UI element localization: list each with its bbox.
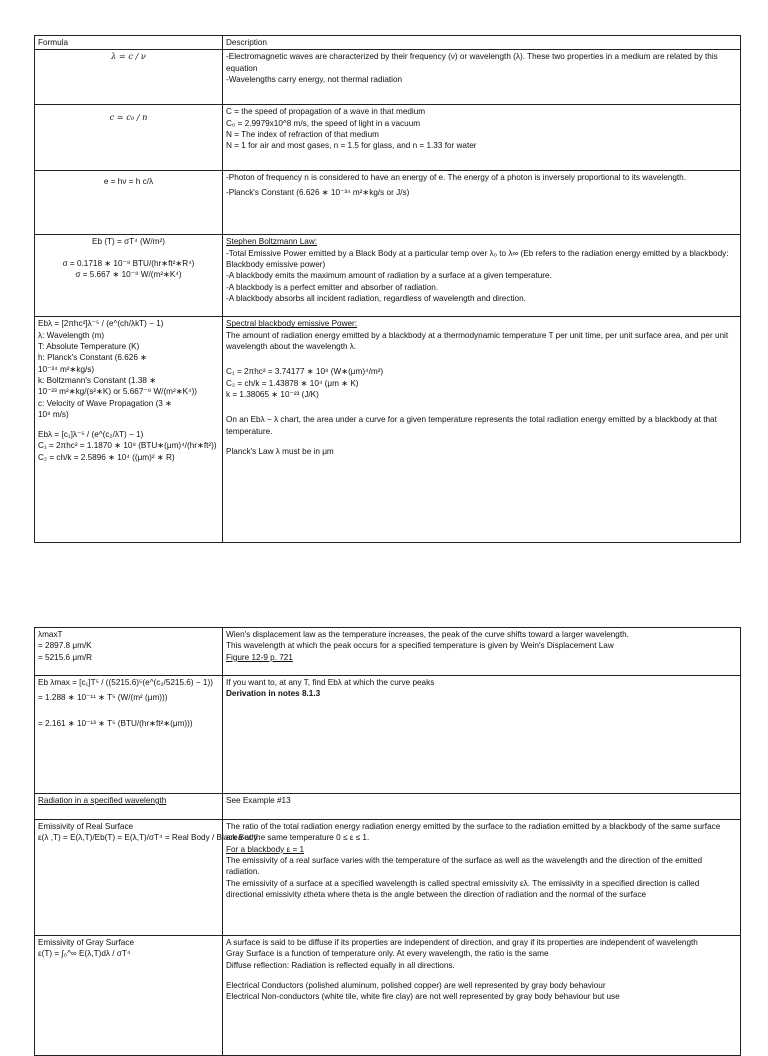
description-line: Gray Surface is a function of temperature only. At every wavelength, the ratio is the same bbox=[226, 949, 549, 959]
description-cell bbox=[223, 936, 741, 1056]
table-row bbox=[35, 50, 741, 105]
description-line: Diffuse reflection: Radiation is reflected equally in all directions. bbox=[226, 960, 455, 970]
variable-definition: h: Planck's Constant (6.626 ∗ bbox=[38, 353, 148, 363]
table-row bbox=[35, 628, 741, 676]
description-line: See Example #13 bbox=[226, 796, 291, 805]
description-line: The emissivity of a surface at a specified wavelength is called spectral emissivity ελ. The emissivity in a specified direction is called directional emissivity εtheta where theta is the angle between the direction of radiation and the normal of the surface bbox=[226, 878, 700, 899]
real-emissivity-formula: ε(λ ,T) = E(λ,T)/Eb(T) = E(λ,T)/σT⁴ = Real Body / Black Body bbox=[38, 833, 258, 843]
table-row bbox=[35, 820, 741, 936]
description-line: -Planck's Constant (6.626 ∗ 10⁻³⁴ m²∗kg/s or J/s) bbox=[226, 187, 410, 197]
derivation-note: Derivation in notes 8.1.3 bbox=[226, 689, 321, 699]
formula-cell bbox=[35, 794, 223, 820]
description-cell bbox=[223, 676, 741, 794]
formula-table-radiation bbox=[34, 35, 741, 543]
description-cell bbox=[223, 235, 741, 317]
header-formula: Formula bbox=[35, 36, 223, 50]
table-row bbox=[35, 936, 741, 1056]
wien-si-value: = 2897.8 μm/K bbox=[38, 641, 92, 651]
formula-table-emissivity bbox=[34, 627, 741, 1056]
description-line: N = The index of refraction of that medium bbox=[226, 129, 379, 139]
topic-label: Emissivity of Gray Surface bbox=[38, 938, 134, 947]
formula-cell bbox=[35, 317, 223, 543]
description-line: Electrical Non-conductors (white tile, white fire clay) are not well represented by gray body behaviour but use bbox=[226, 992, 620, 1002]
planck-formula: Ebλ = [2πhc²]λ⁻⁵ / (e^(ch/λkT) − 1) bbox=[38, 319, 164, 329]
description-line: Electrical Conductors (polished aluminum, polished copper) are well represented by gray body behaviour bbox=[226, 980, 606, 990]
description-line: The amount of radiation energy emitted by a blackbody at a thermodynamic temperature T per unit time, per unit surface area, and per unit wavelength about the wavelength λ. bbox=[226, 330, 729, 351]
eb-max-formula: Eb λmax = [c₁]T⁵ / ((5215.6)⁵(e^(c₂/5215.6) − 1)) bbox=[38, 678, 213, 687]
formula-cell bbox=[35, 820, 258, 936]
table-row bbox=[35, 317, 741, 543]
formula-cell bbox=[35, 628, 223, 676]
topic-label: Emissivity of Real Surface bbox=[38, 822, 134, 831]
description-line: -A blackbody emits the maximum amount of radiation by a surface at a given temperature. bbox=[226, 271, 552, 281]
variable-definition: 10⁻²³ m²∗kg/(s²∗K) or 5.667⁻⁸ W/(m²∗K⁴)) bbox=[38, 387, 198, 397]
header-description: Description bbox=[223, 36, 741, 50]
description-line: Wien's displacement law as the temperature increases, the peak of the curve shifts toward a larger wavelength. bbox=[226, 630, 629, 639]
figure-reference: Figure 12-9 p. 721 bbox=[226, 652, 293, 662]
description-cell bbox=[223, 171, 741, 235]
wien-english-value: = 5215.6 μm/R bbox=[38, 652, 93, 662]
section-heading: Stephen Boltzmann Law: bbox=[226, 237, 318, 247]
table-row bbox=[35, 794, 741, 820]
formula-cell bbox=[35, 676, 223, 794]
formula-cell bbox=[35, 171, 223, 235]
boltzmann-constant: k = 1.38065 ∗ 10⁻²³ (J/K) bbox=[226, 389, 319, 399]
description-line: On an Ebλ − λ chart, the area under a curve for a given temperature represents the total radiation energy emitted by a blackbody at that temperature. bbox=[226, 415, 717, 436]
description-line: -Wavelengths carry energy, not thermal radiation bbox=[226, 74, 403, 84]
wavelength-formula: λ = c / ν bbox=[111, 51, 146, 62]
description-cell bbox=[223, 50, 741, 105]
table-row bbox=[35, 171, 741, 235]
topic-label: Radiation in a specified wavelength bbox=[38, 796, 167, 805]
description-line: C = the speed of propagation of a wave in that medium bbox=[226, 107, 426, 117]
description-cell bbox=[223, 317, 741, 543]
speed-formula: c = c₀ / n bbox=[109, 112, 148, 123]
table-header-row bbox=[35, 36, 741, 50]
wien-formula: λmaxT bbox=[38, 630, 63, 639]
variable-definition: 10⁸ m/s) bbox=[38, 409, 69, 419]
table-row bbox=[35, 676, 741, 794]
description-line: -A blackbody is a perfect emitter and absorber of radiation. bbox=[226, 282, 439, 292]
formula-cell bbox=[35, 936, 223, 1056]
variable-definition: T: Absolute Temperature (K) bbox=[38, 341, 140, 351]
table-row bbox=[35, 235, 741, 317]
description-line: The emissivity of a real surface varies with the temperature of the surface as well as the wavelength and the direction of the emitted radiation. bbox=[226, 855, 703, 877]
description-line: -Photon of frequency n is considered to have an energy of e. The energy of a photon is inversely proportional to its wavelength. bbox=[226, 173, 686, 183]
description-cell bbox=[223, 105, 741, 171]
eb-max-si: = 1.288 ∗ 10⁻¹¹ ∗ T⁵ (W/(m² (μm))) bbox=[38, 693, 168, 703]
sigma-si-formula: σ = 5.667 ∗ 10⁻⁸ W/(m²∗K⁴) bbox=[75, 269, 182, 279]
description-line: The ratio of the total radiation energy radiation energy emitted by the surface to the radiation emitted by a blackbody of the same surface area at the same temperature 0 ≤ ε ≤ 1. bbox=[226, 822, 721, 843]
description-line: If you want to, at any T, find Ebλ at which the curve peaks bbox=[226, 678, 435, 687]
description-cell bbox=[223, 628, 741, 676]
c2-si-formula: C₂ = ch/k = 1.43878 ∗ 10⁴ (μm ∗ K) bbox=[226, 378, 359, 388]
description-line: N = 1 for air and most gases, n = 1.5 for glass, and n = 1.33 for water bbox=[226, 141, 477, 151]
description-line: This wavelength at which the peak occurs for a specified temperature is given by Wein's Displacement Law bbox=[226, 641, 614, 651]
c1-english-formula: C₁ = 2πhc² = 1.1870 ∗ 10⁸ (BTU∗(μm)⁴/(hr∗ft²)) bbox=[38, 441, 217, 451]
variable-definition: λ: Wavelength (m) bbox=[38, 330, 105, 340]
formula-cell bbox=[35, 50, 223, 105]
variable-definition: c: Velocity of Wave Propagation (3 ∗ bbox=[38, 398, 172, 408]
description-line: -Electromagnetic waves are characterized by their frequency (ν) or wavelength (λ). These two properties in a medium are related by this equation bbox=[226, 52, 718, 73]
formula-cell bbox=[35, 105, 223, 171]
photon-energy-formula: e = hν = h c/λ bbox=[103, 177, 154, 187]
total-emissive-formula: Eb (T) = σT⁴ (W/m²) bbox=[92, 237, 165, 247]
variable-definition: 10⁻³⁴ m²∗kg/s) bbox=[38, 364, 95, 374]
description-line: Planck's Law λ must be in μm bbox=[226, 446, 334, 456]
description-cell bbox=[223, 794, 741, 820]
description-line: -Total Emissive Power emitted by a Black Body at a particular temp over λ₀ to λ∞ (Eb refers to the radiation energy emitted by a blackbody: Blackbody emissive power) bbox=[226, 248, 729, 269]
eb-max-english: = 2.161 ∗ 10⁻¹³ ∗ T⁵ (BTU/(hr∗ft²∗(μm))) bbox=[38, 718, 193, 728]
variable-definition: k: Boltzmann's Constant (1.38 ∗ bbox=[38, 375, 157, 385]
sigma-english-formula: σ = 0.1718 ∗ 10⁻⁸ BTU/(hr∗ft²∗R⁴) bbox=[62, 258, 195, 268]
description-cell bbox=[223, 820, 741, 936]
c2-english-formula: C₂ = ch/k = 2.5896 ∗ 10⁴ ((μm)² ∗ R) bbox=[38, 452, 175, 462]
planck-formula-english: Ebλ = [c₁]λ⁻⁵ / (e^(c₂/λT) − 1) bbox=[38, 430, 144, 440]
section-heading: Spectral blackbody emissive Power: bbox=[226, 319, 358, 329]
description-line: A surface is said to be diffuse if its properties are independent of direction, and gray if its properties are independent of wavelength bbox=[226, 938, 698, 947]
gray-emissivity-formula: ε(T) = ∫₀^∞ E(λ,T)dλ / σT⁴ bbox=[38, 949, 131, 959]
table-row bbox=[35, 105, 741, 171]
c1-si-formula: C₁ = 2πhc² = 3.74177 ∗ 10⁸ (W∗(μm)⁴/m²) bbox=[226, 367, 384, 377]
description-line: For a blackbody ε = 1 bbox=[226, 844, 305, 854]
description-line: C₀ = 2.9979x10^8 m/s, the speed of light in a vacuum bbox=[226, 118, 421, 128]
formula-cell bbox=[35, 235, 223, 317]
description-line: -A blackbody absorbs all incident radiation, regardless of wavelength and direction. bbox=[226, 293, 526, 303]
